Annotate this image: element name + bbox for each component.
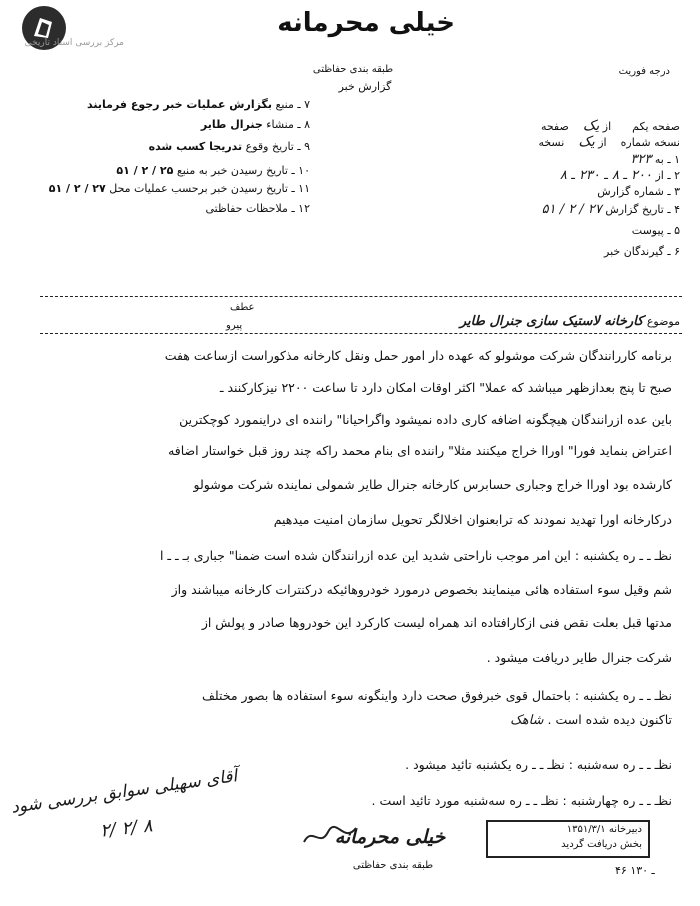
left-field-row: ۸ ـ منشاء جنرال طایر	[200, 118, 310, 131]
classification-title: خیلی محرمانه	[277, 8, 455, 38]
left-field-row: ۱۰ ـ تاریخ رسیدن خبر به منبع ۲۵ / ۲ / ۵۱	[116, 164, 310, 177]
field-label: به	[654, 153, 664, 166]
field-value: ۲۷ / ۲ / ۵۱	[48, 182, 106, 195]
right-field-row: ۵ ـ پیوست	[631, 224, 680, 237]
field-value: تدریجا کسب شده	[148, 140, 243, 153]
subject	[300, 314, 680, 329]
priority-label: درجه فوریت	[618, 66, 670, 77]
note-sunday-cont	[172, 712, 672, 728]
peyro-label: پیرو	[226, 320, 243, 331]
footer-classification-title: خیلی محرمانه	[334, 826, 446, 848]
divider-bottom	[40, 333, 682, 334]
right-field-row: ۳ ـ شماره گزارش	[597, 185, 680, 198]
subject-value: کارخانه لاستیک سازی جنرال طایر	[459, 314, 644, 329]
body-line: باین عده ازرانندگان هیچگونه اضافه کاری داده نمیشود واگراحیانا" راننده ای دراینمورد کوچکترین	[179, 412, 672, 427]
page-unit: صفحه	[540, 120, 569, 133]
page-info	[440, 118, 680, 134]
note-wednesday: نظـ ـ ـ ره چهارشنبه : نظـ ـ ـ ره سه‌شنبه مورد تائید است .	[371, 793, 672, 808]
note-sunday: نظـ ـ ـ ره یکشنبه : باحتمال قوی خبرفوق صحت دارد واینگونه سوء استفاده ها بصور مختلف	[201, 688, 672, 703]
right-field-row: ۱ ـ به ۳۲۳	[630, 152, 680, 167]
field-number: ۸	[304, 118, 310, 131]
field-number: ۷	[304, 98, 310, 111]
field-number: ۱۰	[298, 164, 310, 177]
body-line: مدتها قبل بعلت نقص فنی ازکارافتاده اند همراه لیست کارکرد این خودروها صادر و پولش از	[201, 615, 672, 630]
field-number: ۱۲	[298, 202, 310, 215]
body-line: صبح تا پنج بعدازظهر میباشد که عملا" اکثر اوقات امکان دارد تا ساعت ۲۲۰۰ نیزکارکنند ـ	[219, 380, 672, 395]
classification-label: طبقه بندی حفاظتی	[312, 64, 394, 75]
field-label: تاریخ رسیدن خبر به منبع	[176, 164, 288, 177]
page-code: ۴۶ ـ ۱۳۰	[615, 864, 655, 877]
receipt-stamp	[486, 820, 650, 858]
body-line: شرکت جنرال طایر دریافت میشود .	[486, 650, 672, 665]
field-value: بگزارش عملیات خبر رجوع فرمایند	[87, 98, 272, 111]
copy-info	[440, 134, 680, 150]
field-label: ملاحظات حفاظتی	[205, 202, 288, 215]
field-value: ۳۲۳	[630, 152, 652, 167]
left-field-row: ۱۱ ـ تاریخ رسیدن خبر برحسب عملیات محل ۲۷ / ۲ / ۵۱	[48, 182, 310, 195]
signature-scribble-icon	[300, 822, 360, 850]
field-label: تاریخ گزارش	[605, 203, 664, 216]
right-field-row: ۲ ـ از ۲۰۰ ـ ۸ ـ ۲۳۰ ـ ۸	[559, 168, 680, 183]
field-number: ۵	[674, 224, 680, 237]
report-type: گزارش خبر	[338, 80, 392, 93]
left-field-row: ۷ ـ منبع بگزارش عملیات خبر رجوع فرمایند	[87, 98, 310, 111]
field-label: شماره گزارش	[597, 185, 664, 198]
field-label: تاریخ وقوع	[245, 140, 294, 153]
watermark-text: مرکز بررسی اسناد تاریخی	[24, 38, 124, 48]
right-field-row: ۴ ـ تاریخ گزارش ۲۷ / ۲ / ۵۱	[541, 202, 680, 217]
field-number: ۴	[674, 203, 680, 216]
left-field-row: ۹ ـ تاریخ وقوع تدریجا کسب شده	[148, 140, 310, 153]
field-label: از	[655, 169, 664, 182]
field-number: ۹	[304, 140, 310, 153]
field-label: پیوست	[631, 224, 664, 237]
stamp-line1: دبیرخانه ۱۳۵۱/۳/۱	[566, 824, 642, 835]
body-line: شم وقیل سوء استفاده هائی مینمایند بخصوص درمورد خودروهائیکه درکنترات کارخانه میباشند واز	[171, 582, 672, 597]
divider-top	[40, 296, 682, 297]
stamp-line2: بخش دریافت گردید	[561, 839, 642, 850]
field-value: ۲۰۰ ـ ۸ ـ ۲۳۰ ـ ۸	[559, 168, 652, 183]
field-label: گیرندگان خبر	[604, 245, 664, 258]
body-line: درکارخانه اورا تهدید نمودند که ترابعنوان اخلالگر تحویل سازمان امنیت میدهیم	[273, 512, 672, 527]
handwritten-date: ۲/ ۲/ ۸	[99, 815, 154, 842]
field-number: ۶	[674, 245, 680, 258]
copy-unit: نسخه	[538, 136, 565, 149]
field-number: ۲	[674, 169, 680, 182]
note-tuesday: نظـ ـ ـ ره سه‌شنبه : نظـ ـ ـ ره یکشنبه تائید میشود .	[405, 757, 672, 772]
copy-of: از	[598, 136, 607, 149]
page-value: یک	[582, 118, 600, 134]
atf-label: عطف	[230, 302, 255, 313]
body-line: کارشده بود اوراا خراج وجباری حسابرس کارخانه جنرال طایر شمولی نماینده شرکت موشولو	[193, 477, 672, 492]
body-line: نظـ ـ ـ ره یکشنبه : این امر موجب ناراحتی شدید این عده ازرانندگان شده است ضمنا" جباری بـ ـ ـ ا	[159, 548, 672, 563]
field-number: ۳	[674, 185, 680, 198]
field-number: ۱۱	[298, 182, 310, 195]
page-label: صفحه یکم	[632, 120, 680, 133]
field-value: ۲۵ / ۲ / ۵۱	[116, 164, 174, 177]
subject-label: موضوع	[646, 315, 680, 328]
page-of: از	[602, 120, 612, 133]
field-label: منشاء	[266, 118, 294, 131]
footer-classification-label: طبقه بندی حفاظتی	[352, 860, 434, 871]
body-line: برنامه کاررانندگان شرکت موشولو که عهده دار امور حمل ونقل کارخانه مذکوراست ازساعت هفت	[164, 348, 672, 363]
field-value: جنرال طایر	[200, 118, 263, 131]
handwritten-note: آقای سهیلی سوابق بررسی شود	[9, 766, 239, 818]
right-field-row: ۶ ـ گیرندگان خبر	[604, 245, 680, 258]
copy-value: یک	[578, 134, 595, 150]
field-label: تاریخ رسیدن خبر برحسب عملیات محل	[109, 182, 288, 195]
left-field-row: ۱۲ ـ ملاحظات حفاظتی	[205, 202, 310, 215]
copy-label: نسخه شماره	[620, 136, 680, 149]
field-label: منبع	[275, 98, 294, 111]
body-line: اعتراض بنماید فورا" اوراا خراج میکنند مثلا" راننده ای بنام محمد راکه چند روز قبل خواستار اضافه	[168, 443, 672, 458]
field-value: ۲۷ / ۲ / ۵۱	[541, 202, 602, 217]
field-number: ۱	[674, 153, 680, 166]
note-signature: شاهک	[510, 713, 544, 728]
note-sunday-cont-text: تاکنون دیده شده است .	[547, 712, 672, 727]
